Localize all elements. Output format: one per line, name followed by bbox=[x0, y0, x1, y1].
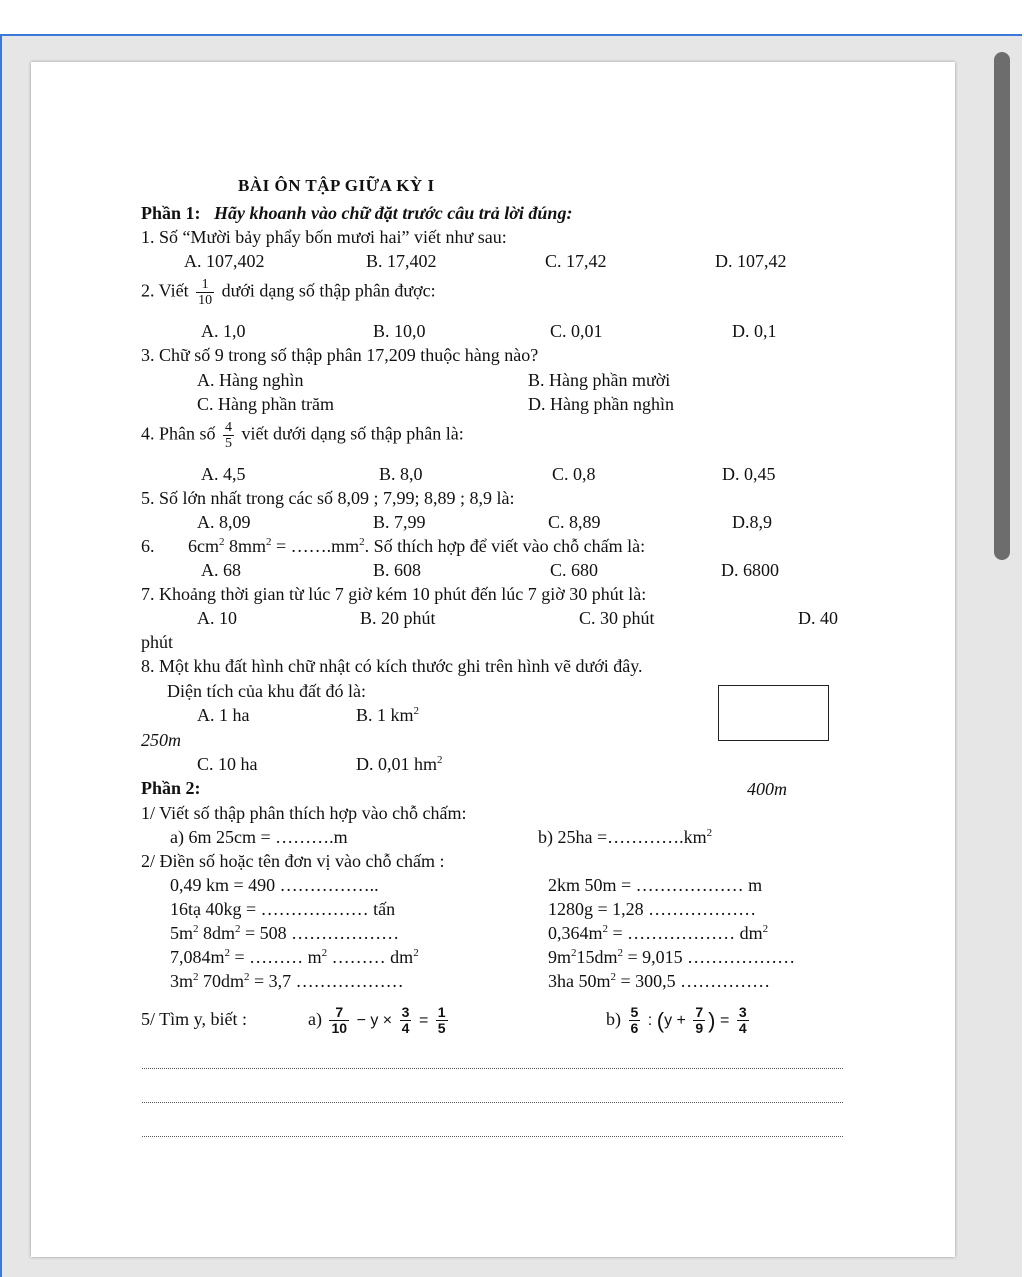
p2q2-r3a: 0,364m bbox=[548, 923, 603, 943]
answer-line-1 bbox=[142, 1068, 843, 1069]
p2q2-r4c: = 9,015 ……………… bbox=[623, 947, 796, 967]
q3-text: 3. Chữ số 9 trong số thập phân 17,209 thuộc hàng nào? bbox=[141, 345, 539, 365]
q5-option-b: B. 7,99 bbox=[373, 512, 426, 532]
p2q2-r4-sup2: 2 bbox=[617, 947, 624, 959]
q6-part3: = …….mm bbox=[271, 536, 360, 556]
q2-num: 1 bbox=[196, 277, 214, 293]
q4-option-a: A. 4,5 bbox=[201, 464, 246, 484]
q3-option-a: A. Hàng nghìn bbox=[197, 370, 304, 390]
part1-instruction: Hãy khoanh vào chữ đặt trước câu trả lời đúng: bbox=[214, 203, 573, 223]
p2q5-b-f2n: 7 bbox=[695, 1004, 704, 1021]
p2q5-b-f2d: 9 bbox=[695, 1020, 704, 1037]
p2q2-l4-sup2: 2 bbox=[321, 947, 328, 959]
p2q2-l1: 0,49 km = 490 …………….. bbox=[170, 875, 379, 895]
p2q2-l2: 16tạ 40kg = ……………… tấn bbox=[170, 899, 396, 919]
p2q2-l5c: = 3,7 ……………… bbox=[249, 971, 404, 991]
q8-length-label: 400m bbox=[747, 779, 787, 799]
q2-option-b: B. 10,0 bbox=[373, 321, 426, 341]
q7-option-c: C. 30 phút bbox=[579, 608, 655, 628]
q2-den: 10 bbox=[198, 293, 213, 308]
p2q1-a: a) 6m 25cm = ……….m bbox=[170, 827, 348, 847]
p2q2-r4b: 15dm bbox=[576, 947, 618, 967]
q2-text bbox=[141, 277, 436, 308]
q4-suffix: viết dưới dạng số thập phân là: bbox=[241, 423, 464, 444]
q2-fraction bbox=[196, 277, 214, 308]
q6-sup1: 2 bbox=[219, 536, 225, 548]
q6-sup3: 2 bbox=[359, 536, 365, 548]
q6-option-a: A. 68 bbox=[201, 560, 241, 580]
p2q2-r5b: = 300,5 …………… bbox=[616, 971, 771, 991]
p2q2-r5a: 3ha 50m bbox=[548, 971, 611, 991]
part1-label: Phần 1: bbox=[141, 203, 201, 223]
p2q1-b-sup: 2 bbox=[706, 827, 713, 839]
q1-text: 1. Số “Mười bảy phẩy bốn mươi hai” viết như sau: bbox=[141, 227, 507, 247]
document-page bbox=[31, 62, 955, 1257]
p2q5-a-eq: = bbox=[418, 1012, 429, 1029]
q6-part4: . Số thích hợp để viết vào chỗ chấm là: bbox=[364, 536, 646, 556]
q4-prefix: 4. Phân số bbox=[141, 423, 216, 444]
q8-width-label: 250m bbox=[141, 730, 181, 750]
q4-num: 4 bbox=[225, 420, 233, 435]
p2q5-b-rparen: ) bbox=[708, 1007, 716, 1033]
p2q2-r4 bbox=[548, 946, 795, 968]
q2-suffix: dưới dạng số thập phân được: bbox=[221, 280, 436, 301]
p2q2-l4b: = ……… m bbox=[230, 947, 322, 967]
q8-option-a: A. 1 ha bbox=[197, 705, 250, 725]
p2q2-l4a: 7,084m bbox=[170, 947, 225, 967]
q2-option-c: C. 0,01 bbox=[550, 321, 603, 341]
q3-option-b: B. Hàng phần mười bbox=[528, 370, 671, 390]
p2q2-l4c: ……… dm bbox=[327, 947, 414, 967]
p2q5-b-lparen: ( bbox=[656, 1007, 665, 1033]
p2q5-a-f2n: 3 bbox=[401, 1004, 410, 1021]
q8-option-d bbox=[356, 753, 443, 775]
q8-option-b-sup: 2 bbox=[413, 705, 420, 717]
q5-text: 5. Số lớn nhất trong các số 8,09 ; 7,99; 8,89 ; 8,9 là: bbox=[141, 488, 515, 508]
p2q2-l3b: 8dm bbox=[198, 923, 236, 943]
q6-option-c: C. 680 bbox=[550, 560, 599, 580]
p2q5-b-frac1 bbox=[629, 1005, 641, 1036]
p2q1-b-text: b) 25ha =………….km bbox=[538, 827, 707, 847]
p2q2-l5a: 3m bbox=[170, 971, 194, 991]
q7-option-a: A. 10 bbox=[197, 608, 237, 628]
p2q5-label: 5/ Tìm y, biết : bbox=[141, 1009, 247, 1029]
p2q5-b-f3n: 3 bbox=[738, 1004, 747, 1021]
p2q5-a-f1n: 7 bbox=[329, 1005, 349, 1021]
p2q1-text: 1/ Viết số thập phân thích hợp vào chỗ chấm: bbox=[141, 803, 467, 823]
p2q5-equation-a bbox=[308, 1000, 451, 1040]
q7-option-d: D. 40 bbox=[798, 608, 838, 628]
q6-sup2: 2 bbox=[266, 536, 272, 548]
p2q5-b-frac3 bbox=[737, 1005, 749, 1036]
page-title: BÀI ÔN TẬP GIỮA KỲ I bbox=[238, 176, 435, 195]
q6-part2: 8mm bbox=[224, 536, 267, 556]
p2q5-a-frac3 bbox=[436, 1005, 448, 1036]
p2q2-r3-sup2: 2 bbox=[762, 923, 769, 935]
p2q5-b-f1d: 6 bbox=[630, 1020, 639, 1037]
p2q2-l3 bbox=[170, 922, 399, 944]
p2q2-r1: 2km 50m = ……………… m bbox=[548, 875, 763, 895]
p2q2-r5-sup1: 2 bbox=[610, 971, 616, 983]
p2q2-l5-sup2: 2 bbox=[244, 971, 250, 983]
q6-number: 6. bbox=[141, 536, 155, 556]
part2-label: Phần 2: bbox=[141, 778, 201, 798]
p2q5-a-f1d: 10 bbox=[331, 1020, 348, 1037]
p2q5-b-f1n: 5 bbox=[630, 1004, 639, 1021]
land-rectangle-diagram bbox=[718, 685, 829, 741]
q6-text bbox=[188, 535, 645, 557]
q4-den: 5 bbox=[225, 436, 233, 451]
q7-wrap: phút bbox=[141, 632, 174, 652]
p2q5-a-f3n: 1 bbox=[437, 1004, 446, 1021]
p2q2-l3a: 5m bbox=[170, 923, 194, 943]
q8-subtext: Diện tích của khu đất đó là: bbox=[167, 681, 366, 701]
q6-option-d: D. 6800 bbox=[721, 560, 779, 580]
q4-text bbox=[141, 420, 464, 451]
answer-line-2 bbox=[142, 1102, 843, 1103]
q1-option-b: B. 17,402 bbox=[366, 251, 437, 271]
p2q5-a-op1: − y × bbox=[356, 1012, 393, 1029]
q2-option-a: A. 1,0 bbox=[201, 321, 246, 341]
q1-option-d: D. 107,42 bbox=[715, 251, 787, 271]
q2-option-d: D. 0,1 bbox=[732, 321, 777, 341]
q4-fraction bbox=[223, 420, 234, 451]
q7-option-b: B. 20 phút bbox=[360, 608, 436, 628]
q4-option-b: B. 8,0 bbox=[379, 464, 423, 484]
q3-option-d: D. Hàng phần nghìn bbox=[528, 394, 674, 414]
q1-option-c: C. 17,42 bbox=[545, 251, 607, 271]
q8-option-c: C. 10 ha bbox=[197, 754, 258, 774]
q2-prefix: 2. Viết bbox=[141, 280, 189, 301]
q8-option-d-sup: 2 bbox=[437, 754, 443, 766]
p2q2-l5b: 70dm bbox=[198, 971, 245, 991]
p2q2-l4 bbox=[170, 946, 419, 968]
p2q2-l4-sup3: 2 bbox=[413, 947, 419, 959]
p2q2-l5-sup1: 2 bbox=[193, 971, 199, 983]
p2q5-equation-b bbox=[606, 1000, 752, 1040]
p2q5-b-eq: = bbox=[720, 1012, 730, 1029]
p2q5-b-f3d: 4 bbox=[738, 1020, 747, 1037]
answer-line-3 bbox=[142, 1136, 843, 1137]
p2q2-text: 2/ Điền số hoặc tên đơn vị vào chỗ chấm : bbox=[141, 851, 445, 871]
p2q5-a-f3d: 5 bbox=[437, 1020, 446, 1037]
p2q5-a-f2d: 4 bbox=[401, 1020, 410, 1037]
p2q2-l5 bbox=[170, 970, 404, 992]
p2q2-l4-sup1: 2 bbox=[224, 947, 231, 959]
p2q2-r4a: 9m bbox=[548, 947, 572, 967]
p2q5-a-frac2 bbox=[400, 1005, 412, 1036]
p2q2-l3-sup1: 2 bbox=[193, 923, 199, 935]
p2q2-l3c: = 508 ……………… bbox=[240, 923, 400, 943]
p2q2-r3-sup1: 2 bbox=[602, 923, 609, 935]
q8-text: 8. Một khu đất hình chữ nhật có kích thước ghi trên hình vẽ dưới đây. bbox=[141, 656, 643, 676]
part1-header bbox=[141, 202, 572, 224]
q8-option-d-text: D. 0,01 hm bbox=[356, 754, 437, 774]
q5-option-c: C. 8,89 bbox=[548, 512, 601, 532]
q4-option-c: C. 0,8 bbox=[552, 464, 596, 484]
q5-option-d: D.8,9 bbox=[732, 512, 772, 532]
p2q5-b-op1: : bbox=[647, 1012, 653, 1029]
q8-option-b bbox=[356, 704, 419, 726]
p2q2-l3-sup2: 2 bbox=[235, 923, 241, 935]
p2q5-b-label: b) bbox=[606, 1009, 621, 1029]
q5-option-a: A. 8,09 bbox=[197, 512, 251, 532]
p2q5-a-frac1 bbox=[329, 1005, 349, 1036]
p2q5-b-frac2 bbox=[693, 1005, 705, 1036]
p2q2-r3b: = ……………… dm bbox=[608, 923, 763, 943]
p2q2-r3 bbox=[548, 922, 768, 944]
q6-part1: 6cm bbox=[188, 536, 219, 556]
p2q2-r4-sup1: 2 bbox=[571, 947, 577, 959]
p2q5-b-y: y + bbox=[664, 1012, 686, 1029]
q3-option-c: C. Hàng phần trăm bbox=[197, 394, 334, 414]
q8-option-b-text: B. 1 km bbox=[356, 705, 414, 725]
q7-text: 7. Khoảng thời gian từ lúc 7 giờ kém 10 phút đến lúc 7 giờ 30 phút là: bbox=[141, 584, 647, 604]
p2q5-a-label: a) bbox=[308, 1009, 322, 1029]
vertical-scrollbar[interactable] bbox=[994, 52, 1010, 560]
p2q2-r5 bbox=[548, 970, 770, 992]
q1-option-a: A. 107,402 bbox=[184, 251, 265, 271]
q6-option-b: B. 608 bbox=[373, 560, 422, 580]
p2q2-r2: 1280g = 1,28 ……………… bbox=[548, 899, 757, 919]
q4-option-d: D. 0,45 bbox=[722, 464, 776, 484]
p2q1-b bbox=[538, 826, 712, 848]
top-bar bbox=[0, 0, 1024, 34]
